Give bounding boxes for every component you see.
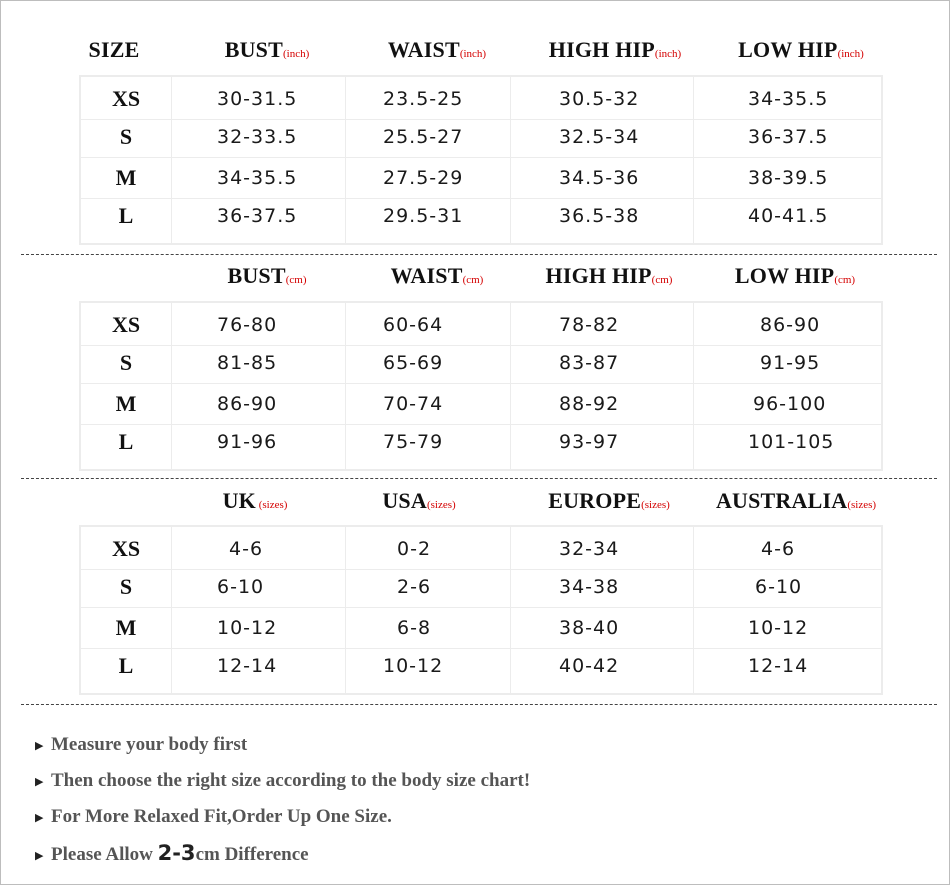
table-row [81, 196, 881, 236]
usa-value: 6-8 [397, 617, 432, 639]
header-waist: WAIST(cm) [390, 263, 484, 288]
australia-value: 6-10 [755, 576, 803, 598]
high-hip-value: 93-97 [559, 431, 620, 453]
high-hip-value: 36.5-38 [559, 205, 640, 227]
high-hip-value: 78-82 [559, 314, 620, 336]
bust-value: 91-96 [217, 431, 278, 453]
header-low-hip: LOW HIP(cm) [734, 263, 856, 288]
europe-value: 34-38 [559, 576, 620, 598]
table-row [81, 646, 881, 686]
triangle-right-icon: ▶ [35, 775, 44, 788]
australia-value: 10-12 [748, 617, 809, 639]
australia-value: 4-6 [761, 538, 796, 560]
triangle-right-icon: ▶ [35, 739, 44, 752]
header-row [1, 30, 949, 70]
header-high-hip: HIGH HIP(cm) [545, 263, 673, 288]
size-label: XS [111, 536, 141, 561]
size-label: M [115, 615, 137, 640]
header-australia: AUSTRALIA(sizes) [715, 488, 877, 513]
low-hip-value: 38-39.5 [748, 167, 829, 189]
size-label: XS [111, 312, 141, 337]
waist-value: 65-69 [383, 352, 444, 374]
low-hip-value: 101-105 [748, 431, 835, 453]
size-label: XS [111, 86, 141, 111]
usa-value: 0-2 [397, 538, 432, 560]
notes-list [35, 727, 935, 871]
table-row [81, 117, 881, 158]
size-label: L [118, 429, 134, 454]
uk-value: 12-14 [217, 655, 278, 677]
low-hip-value: 91-95 [760, 352, 821, 374]
size-label: S [119, 124, 133, 149]
header-bust: BUST(cm) [227, 263, 307, 288]
high-hip-value: 83-87 [559, 352, 620, 374]
size-label: S [119, 574, 133, 599]
note-item: ▶ Please Allow 2-3cm Difference [35, 835, 935, 871]
australia-value: 12-14 [748, 655, 809, 677]
waist-value: 25.5-27 [383, 126, 464, 148]
table-row [81, 305, 881, 346]
header-high-hip: HIGH HIP(inch) [548, 37, 682, 62]
high-hip-value: 34.5-36 [559, 167, 640, 189]
table-row [81, 422, 881, 462]
size-label: L [118, 203, 134, 228]
size-table [79, 75, 883, 245]
waist-value: 70-74 [383, 393, 444, 415]
header-bust: BUST(inch) [224, 37, 310, 62]
table-row [81, 158, 881, 199]
section-inch [1, 1, 949, 251]
size-label: M [115, 391, 137, 416]
size-label: L [118, 653, 134, 678]
table-row [81, 608, 881, 649]
low-hip-value: 34-35.5 [748, 88, 829, 110]
waist-value: 60-64 [383, 314, 444, 336]
waist-value: 27.5-29 [383, 167, 464, 189]
bust-value: 32-33.5 [217, 126, 298, 148]
low-hip-value: 96-100 [753, 393, 827, 415]
header-size: SIZE [88, 37, 140, 62]
high-hip-value: 88-92 [559, 393, 620, 415]
triangle-right-icon: ▶ [35, 811, 44, 824]
high-hip-value: 30.5-32 [559, 88, 640, 110]
europe-value: 40-42 [559, 655, 620, 677]
low-hip-value: 86-90 [760, 314, 821, 336]
divider [21, 704, 937, 705]
europe-value: 38-40 [559, 617, 620, 639]
europe-value: 32-34 [559, 538, 620, 560]
size-table [79, 301, 883, 471]
uk-value: 4-6 [229, 538, 264, 560]
waist-value: 29.5-31 [383, 205, 464, 227]
header-row [1, 256, 949, 296]
header-usa: USA(sizes) [382, 488, 456, 513]
table-row [81, 567, 881, 608]
note-item: ▶ Then choose the right size according to the body size chart! [35, 763, 935, 799]
table-row [81, 343, 881, 384]
bust-value: 81-85 [217, 352, 278, 374]
usa-value: 10-12 [383, 655, 444, 677]
bust-value: 76-80 [217, 314, 278, 336]
table-row [81, 79, 881, 120]
uk-value: 6-10 [217, 576, 265, 598]
section-cm [1, 255, 949, 477]
header-low-hip: LOW HIP(inch) [738, 37, 864, 62]
table-row [81, 529, 881, 570]
uk-value: 10-12 [217, 617, 278, 639]
header-row [1, 481, 949, 521]
header-europe: EUROPE(sizes) [548, 488, 670, 513]
low-hip-value: 40-41.5 [748, 205, 829, 227]
high-hip-value: 32.5-34 [559, 126, 640, 148]
size-label: S [119, 350, 133, 375]
bust-value: 36-37.5 [217, 205, 298, 227]
usa-value: 2-6 [397, 576, 432, 598]
waist-value: 23.5-25 [383, 88, 464, 110]
note-item: ▶ For More Relaxed Fit,Order Up One Size. [35, 799, 935, 835]
section-sizes [1, 479, 949, 701]
size-table [79, 525, 883, 695]
waist-value: 75-79 [383, 431, 444, 453]
bust-value: 86-90 [217, 393, 278, 415]
note-item: ▶ Measure your body first [35, 727, 935, 763]
size-label: M [115, 165, 137, 190]
triangle-right-icon: ▶ [35, 849, 44, 862]
header-uk: UK (sizes) [222, 488, 288, 513]
bust-value: 30-31.5 [217, 88, 298, 110]
header-waist: WAIST(inch) [387, 37, 487, 62]
low-hip-value: 36-37.5 [748, 126, 829, 148]
table-row [81, 384, 881, 425]
bust-value: 34-35.5 [217, 167, 298, 189]
